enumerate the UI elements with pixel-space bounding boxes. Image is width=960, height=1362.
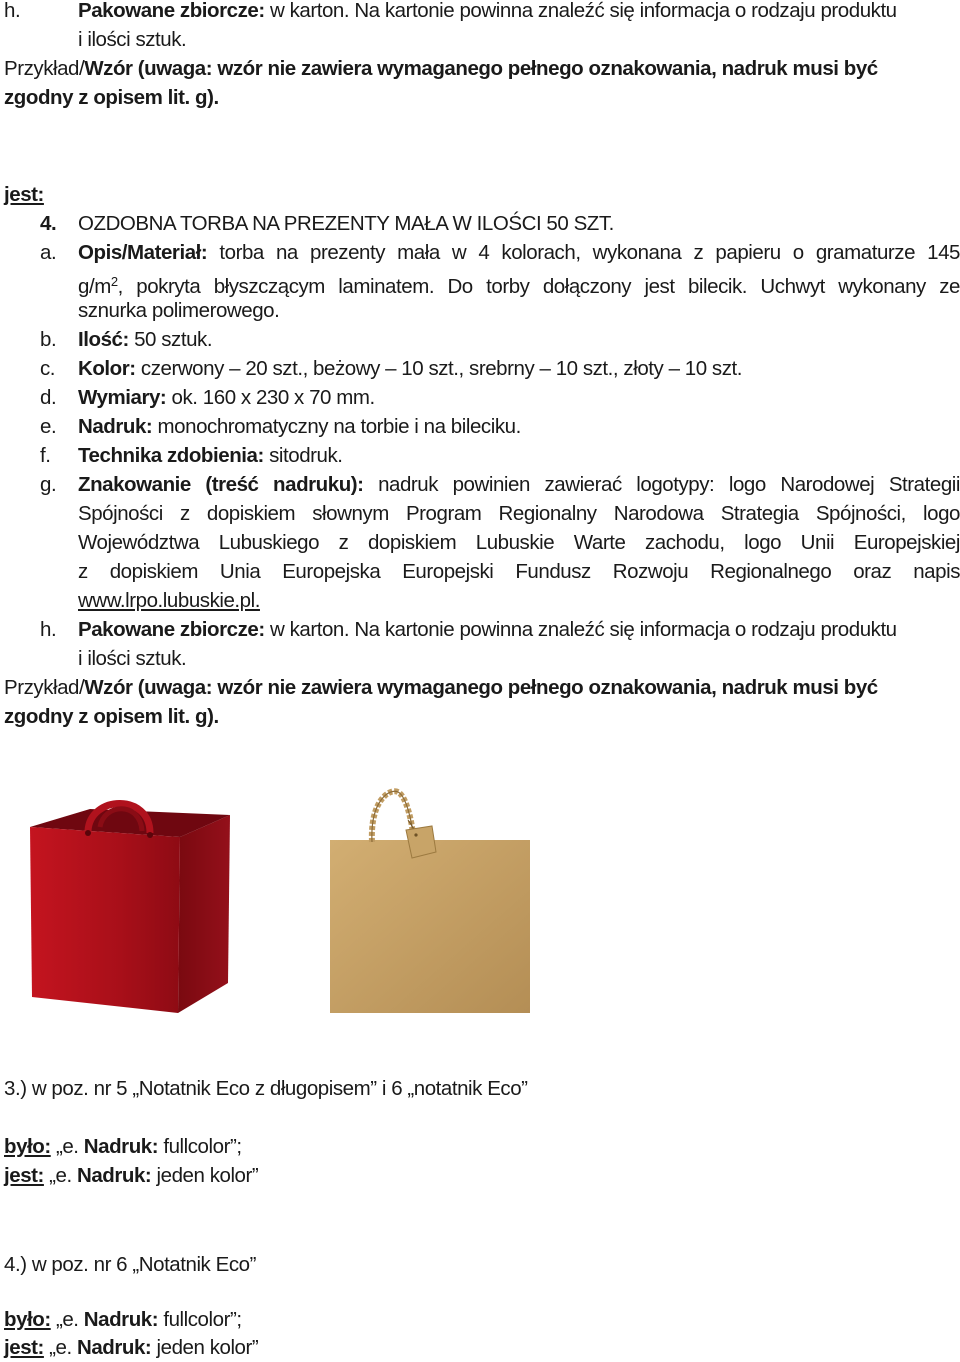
gold-gift-bag-image xyxy=(320,780,550,1020)
top-h-line2: i ilości sztuk. xyxy=(78,28,187,51)
h-label: h. xyxy=(40,618,57,641)
sec3-bylo: było: „e. Nadruk: fullcolor”; xyxy=(4,1135,242,1158)
c-label: c. xyxy=(40,357,56,380)
b-text: Ilość: 50 sztuk. xyxy=(78,328,213,351)
item-title: OZDOBNA TORBA NA PREZENTY MAŁA W ILOŚCI 50 SZT. xyxy=(78,212,614,235)
e-text: Nadruk: monochromatyczny na torbie i na bileciku. xyxy=(78,415,521,438)
h-text: Pakowane zbiorcze: w karton. Na kartonie powinna znaleźć się informacja o rodzaju produktu xyxy=(78,618,897,641)
sec4-bylo: było: „e. Nadruk: fullcolor”; xyxy=(4,1308,242,1331)
example-line1: Przykład/Wzór (uwaga: wzór nie zawiera wymaganego pełnego oznakowania, nadruk musi być xyxy=(4,676,878,699)
example-line2: zgodny z opisem lit. g). xyxy=(4,705,219,728)
f-text: Technika zdobienia: sitodruk. xyxy=(78,444,343,467)
g-line2: Spójności z dopiskiem słownym Program Regionalny Narodowa Strategia Spójności, logo xyxy=(78,502,960,525)
g-url-link[interactable]: www.lrpo.lubuskie.pl. xyxy=(78,589,260,612)
a-line2: $g/m^2$, pokryta błyszczącym laminatem. Do torby dołączony jest bilecik. Uchwyt wykonany ze xyxy=(78,274,960,298)
f-label: f. xyxy=(40,444,51,467)
g-line1: Znakowanie (treść nadruku): nadruk powinien zawierać logotypy: logo Narodowej Strategii xyxy=(78,473,960,496)
top-example-line1: Przykład/Wzór (uwaga: wzór nie zawiera wymaganego pełnego oznakowania, nadruk musi być xyxy=(4,57,878,80)
g-line3: Województwa Lubuskiego z dopiskiem Lubuskie Warte zachodu, logo Unii Europejskiej xyxy=(78,531,960,554)
g-line4: z dopiskiem Unia Europejska Europejski Fundusz Rozwoju Regionalnego oraz napis xyxy=(78,560,960,583)
red-gift-bag-image xyxy=(0,775,260,1035)
sec4-jest: jest: „e. Nadruk: jeden kolor” xyxy=(4,1336,259,1359)
jest-label: jest: xyxy=(4,183,44,206)
sec3-jest: jest: „e. Nadruk: jeden kolor” xyxy=(4,1164,259,1187)
sec3-heading: 3.) w poz. nr 5 „Notatnik Eco z długopisem” i 6 „notatnik Eco” xyxy=(4,1077,528,1100)
top-h-bold: Pakowane zbiorcze: xyxy=(78,0,265,22)
e-label: e. xyxy=(40,415,57,438)
h-line2: i ilości sztuk. xyxy=(78,647,187,670)
top-h-text xyxy=(78,0,897,25)
b-label: b. xyxy=(40,328,57,351)
d-text: Wymiary: ok. 160 x 230 x 70 mm. xyxy=(78,386,375,409)
top-h-rest: w karton. Na kartonie powinna znaleźć się informacja o rodzaju produktu xyxy=(264,0,897,22)
item-number: 4. xyxy=(40,212,57,235)
top-h-label: h. xyxy=(4,0,21,22)
a-label: a. xyxy=(40,241,57,264)
a-line1: Opis/Materiał: torba na prezenty mała w 4 kolorach, wykonana z papieru o gramaturze 145 xyxy=(78,241,960,264)
c-text: Kolor: czerwony – 20 szt., beżowy – 10 szt., srebrny – 10 szt., złoty – 10 szt. xyxy=(78,357,743,380)
d-label: d. xyxy=(40,386,57,409)
sec4-heading: 4.) w poz. nr 6 „Notatnik Eco” xyxy=(4,1253,256,1276)
a-line3: sznurka polimerowego. xyxy=(78,299,280,322)
top-example-line2: zgodny z opisem lit. g). xyxy=(4,86,219,109)
g-label: g. xyxy=(40,473,57,496)
